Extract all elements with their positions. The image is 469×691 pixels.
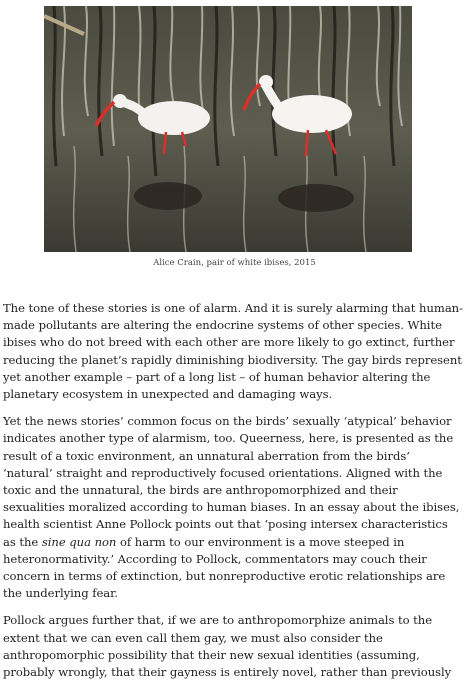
article-body <box>3 300 463 691</box>
paragraph-alarmism-before: Yet the news stories’ common focus on the birds’ sexually ‘atypical’ behavior indicates another type of alarmism, too. Queerness, here, is presented as the result of a toxic environment, an unnatural aberration from the birds’ ‘natural’ straight and reproductively focused orientations. Aligned with the toxic and the unnatural, the birds are anthropomorphized and their sexualities moralized according to human biases. In an essay about the ibises, health scientist Anne Pollock points out that ‘posing intersex characteristics as the <box>3 414 460 549</box>
paragraph-tone-of-alarm: The tone of these stories is one of alarm. And it is surely alarming that human-made pollutants are altering the endocrine systems of other species. White ibises who do not breed with each other are more likely to go extinct, further reducing the planet’s rapidly diminishing biodiversity. The gay birds represent yet another example – part of a long list – of human behavior altering the planetary ecosystem in unexpected and damaging ways. <box>3 301 463 402</box>
paragraph-alarmism <box>3 413 463 602</box>
ibis-photo <box>44 6 412 252</box>
paragraph-pollock-argues: Pollock argues further that, if we are to anthropomorphize animals to the extent that we can even call them gay, we must also consider the anthropomorphic possibility that their new sexual identities (assuming, probably wrongly, that their gayness is entirely novel, rather than previously <box>3 613 452 680</box>
paragraph-alarmism-after: of harm to our environment is a move steeped in heteronormativity.’ According to Pollock, commentators may couch their concern in terms of extinction, but nonreproductive erotic relationships are the underlying fear. <box>3 534 446 601</box>
ibis-photo-drawing <box>44 6 412 252</box>
latin-phrase-sine-qua-non: sine qua non <box>41 534 117 549</box>
photo-caption: Alice Crain, pair of white ibises, 2015 <box>153 258 316 268</box>
